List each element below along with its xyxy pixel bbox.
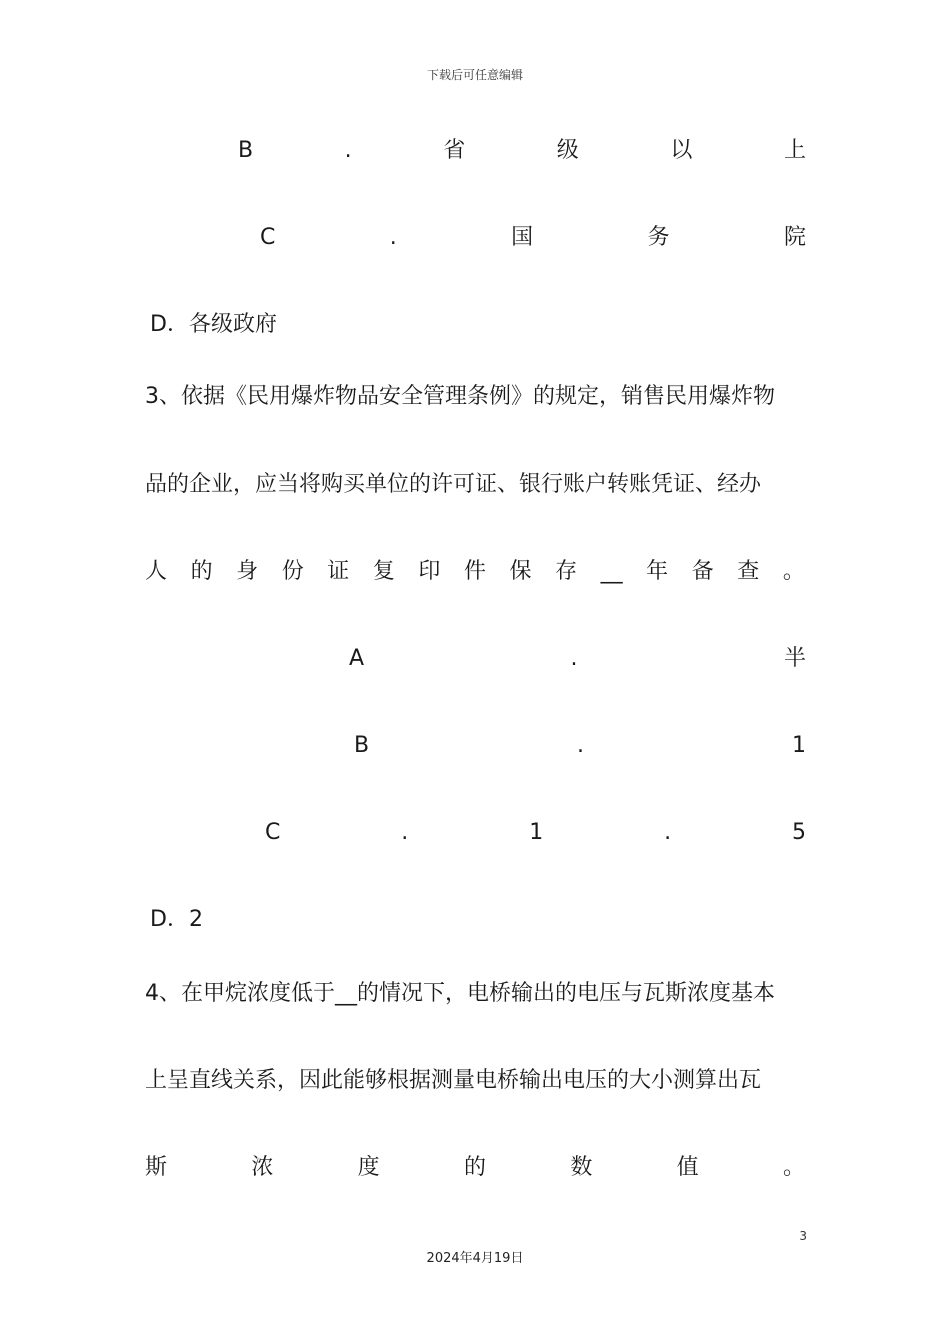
q4-char: 浓 <box>251 1155 274 1180</box>
q3-char: 年 <box>646 559 669 584</box>
option-b-one <box>354 731 806 761</box>
option-char: 国 <box>511 225 534 250</box>
option-dot: . <box>344 138 352 163</box>
option-dot: . <box>389 225 397 250</box>
q4-char: 。 <box>782 1155 805 1180</box>
q3-char: 复 <box>372 559 395 584</box>
q3-char: 份 <box>281 559 304 584</box>
question-3-line-2: 品的企业，应当将购买单位的许可证、银行账户转账凭证、经办 <box>145 472 762 497</box>
option-char: 院 <box>783 225 806 250</box>
q3-char: 备 <box>691 559 714 584</box>
option-b-provincial <box>238 136 806 166</box>
q3-char: 查 <box>737 559 760 584</box>
q3-char: 证 <box>327 559 350 584</box>
option-letter: B <box>354 733 370 758</box>
question-4-line-3 <box>145 1153 805 1183</box>
option-c-state-council <box>260 223 806 253</box>
question-3-line-1: 3、依据《民用爆炸物品安全管理条例》的规定，销售民用爆炸物 <box>145 384 775 409</box>
option-letter: C <box>265 820 281 845</box>
page-footer-date: 2024年4月19日 <box>426 1251 524 1266</box>
option-char: 级 <box>556 138 579 163</box>
q4-char: 度 <box>357 1155 380 1180</box>
option-d-two: D．2 <box>150 907 203 932</box>
option-letter: C <box>260 225 276 250</box>
option-letter: B <box>238 138 254 163</box>
question-4-line-2: 上呈直线关系，因此能够根据测量电桥输出电压的大小测算出瓦 <box>145 1068 762 1093</box>
option-char: 务 <box>647 225 670 250</box>
option-char: 省 <box>443 138 466 163</box>
answer-blank: __ <box>600 559 623 584</box>
option-a-half <box>349 644 806 674</box>
q3-char: 的 <box>190 559 213 584</box>
option-dot: . <box>577 733 585 758</box>
q4-char: 的 <box>463 1155 486 1180</box>
option-value: 半 <box>783 646 806 671</box>
q3-char: 存 <box>555 559 578 584</box>
q3-char: 。 <box>782 559 805 584</box>
question-4-line-1: 4、在甲烷浓度低于__的情况下，电桥输出的电压与瓦斯浓度基本 <box>145 981 775 1006</box>
option-char: 上 <box>783 138 806 163</box>
option-letter: A <box>349 646 365 671</box>
q3-char: 保 <box>509 559 532 584</box>
page-number: 3 <box>799 1229 807 1243</box>
q4-char: 值 <box>676 1155 699 1180</box>
q3-char: 印 <box>418 559 441 584</box>
option-value: 1 <box>792 733 806 758</box>
q3-char: 件 <box>463 559 486 584</box>
q3-char: 人 <box>145 559 168 584</box>
option-c-one-point-five <box>265 818 806 848</box>
option-value: 1 <box>529 820 544 845</box>
option-dot: . <box>570 646 578 671</box>
option-char: 以 <box>670 138 693 163</box>
option-dot: . <box>401 820 409 845</box>
option-value: 5 <box>792 820 806 845</box>
q4-char: 数 <box>570 1155 593 1180</box>
question-3-line-3 <box>145 557 805 587</box>
option-d-all-governments: D．各级政府 <box>150 312 277 337</box>
option-dot: . <box>664 820 672 845</box>
q4-char: 斯 <box>145 1155 168 1180</box>
page-header: 下载后可任意编辑 <box>426 68 523 82</box>
q3-char: 身 <box>236 559 259 584</box>
